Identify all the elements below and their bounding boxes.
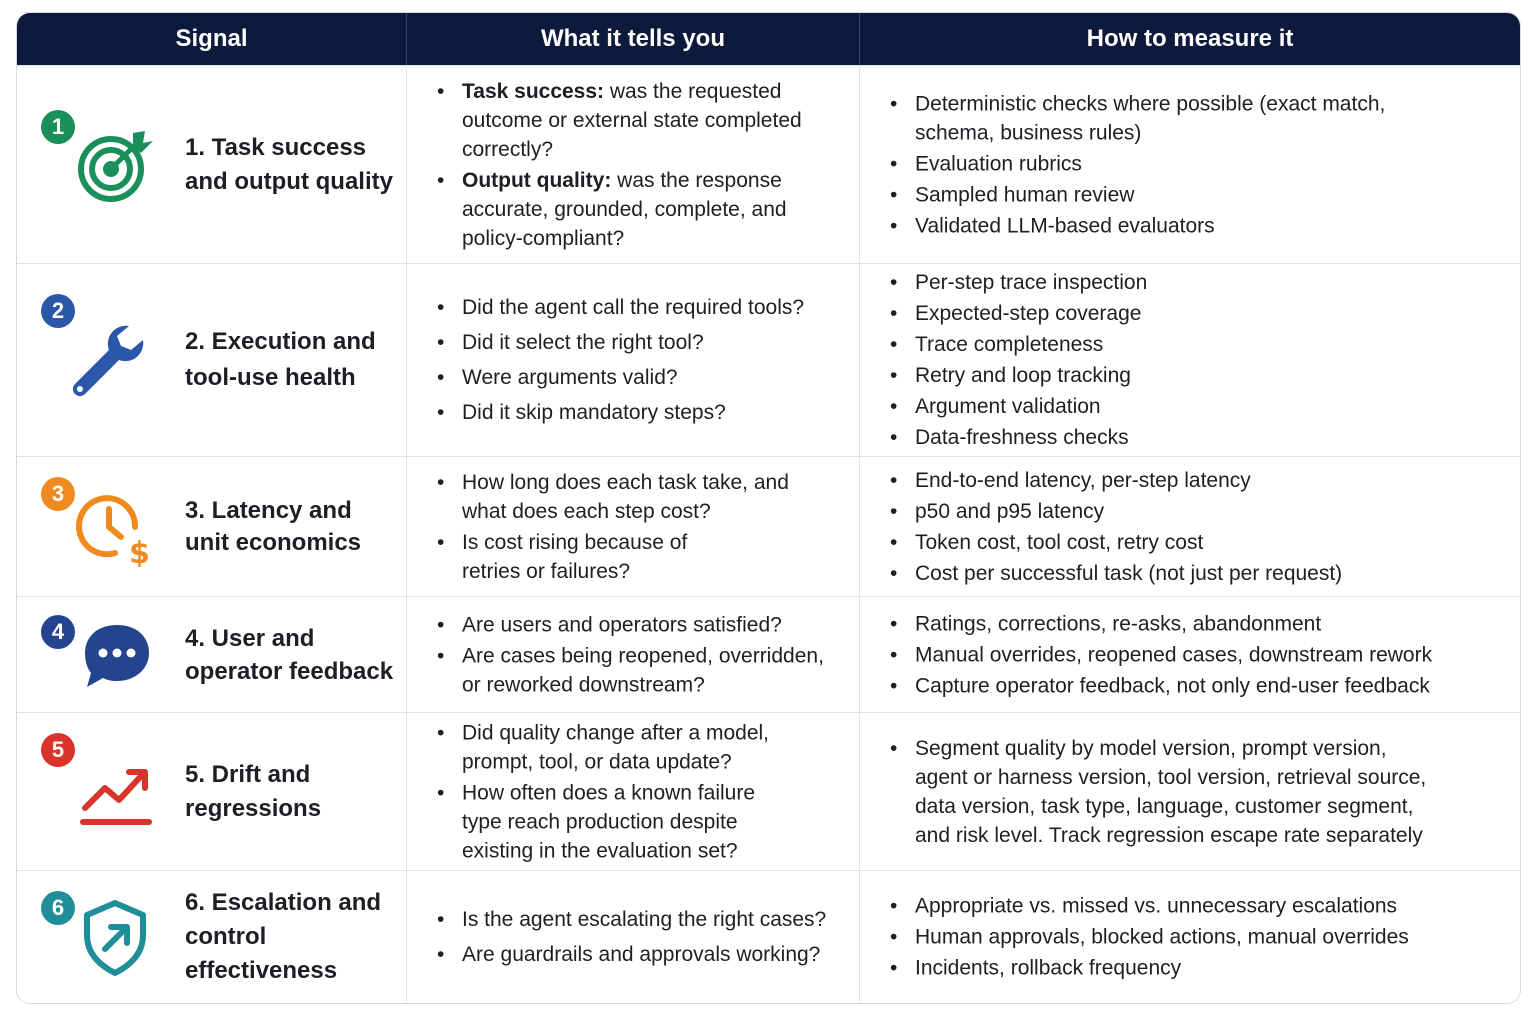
row-3-title: 3. Latency and unit economics xyxy=(185,496,362,556)
row-1-signal xyxy=(17,65,406,263)
list-item: • Ratings, corrections, re-asks, abandonment xyxy=(890,609,1490,638)
list-item: • Incidents, rollback frequency xyxy=(890,954,1490,983)
header-what-it-tells-you: What it tells you xyxy=(406,13,859,65)
list-item: • Token cost, tool cost, retry cost xyxy=(890,528,1490,557)
list-item: • Output quality: was the response accurate, grounded, complete, and policy-compliant? xyxy=(437,166,829,253)
row-2-signal xyxy=(17,263,406,456)
header-signal: Signal xyxy=(17,13,406,65)
row-3-tells xyxy=(406,456,859,596)
target-icon xyxy=(75,125,155,205)
list-item: • Did quality change after a model, prompt, tool, or data update? xyxy=(437,718,799,776)
clock-dollar-icon xyxy=(75,487,155,567)
list-item: • Segment quality by model version, prompt version, agent or harness version, tool version, retrieval source, data version, task type, language, customer segment, and risk level. Track regression escape rate separately xyxy=(890,734,1440,850)
list-item: • p50 and p95 latency xyxy=(890,497,1490,526)
row-1-tells xyxy=(406,65,859,263)
row-4-number-badge: 4 xyxy=(41,615,75,649)
row-5-number-badge: 5 xyxy=(41,733,75,767)
row-5-measure-list xyxy=(890,732,1460,852)
table-grid xyxy=(17,13,1520,1003)
row-2-tells xyxy=(406,263,859,456)
list-item: • Argument validation xyxy=(890,392,1490,421)
list-item: • Retry and loop tracking xyxy=(890,361,1490,390)
list-item: • Sampled human review xyxy=(890,180,1460,209)
row-5-measure xyxy=(859,712,1520,870)
row-1-title: 1. Task success and output quality xyxy=(185,133,393,195)
row-4-measure xyxy=(859,596,1520,712)
row-2-number-badge: 2 xyxy=(41,294,75,328)
header-how-to-measure: How to measure it xyxy=(859,13,1520,65)
row-5-tells xyxy=(406,712,859,870)
list-item: • Cost per successful task (not just per request) xyxy=(890,559,1490,588)
wrench-icon xyxy=(67,320,147,400)
list-item: • Per-step trace inspection xyxy=(890,268,1490,297)
list-item: • Task success: was the requested outcome or external state completed correctly? xyxy=(437,77,829,164)
row-4-signal xyxy=(17,596,406,712)
list-item: • Expected-step coverage xyxy=(890,299,1490,328)
row-1-tells-list xyxy=(437,75,849,255)
list-item: • Deterministic checks where possible (exact match, schema, business rules) xyxy=(890,89,1460,147)
list-item: • End-to-end latency, per-step latency xyxy=(890,466,1490,495)
list-item: • Are users and operators satisfied? xyxy=(437,610,829,639)
list-item: • Did it select the right tool? xyxy=(437,328,829,357)
list-item: • Human approvals, blocked actions, manual overrides xyxy=(890,923,1490,952)
list-item: • Validated LLM-based evaluators xyxy=(890,211,1460,240)
row-2-tells-list xyxy=(437,287,849,433)
row-3-number-badge: 3 xyxy=(41,477,75,511)
row-6-measure-list xyxy=(890,890,1510,985)
list-item: • Evaluation rubrics xyxy=(890,149,1460,178)
row-4-title: 4. User and operator feedback xyxy=(185,624,394,685)
row-2-title: 2. Execution and tool-use health xyxy=(185,328,376,391)
chat-bubble-icon xyxy=(77,615,157,695)
row-2-measure-list xyxy=(890,266,1510,454)
row-5-signal xyxy=(17,712,406,870)
row-6-tells xyxy=(406,870,859,1003)
list-item: • Is the agent escalating the right cases? xyxy=(437,905,829,934)
signals-table xyxy=(16,12,1521,1004)
row-1-number-badge: 1 xyxy=(41,110,75,144)
list-item: • Appropriate vs. missed vs. unnecessary escalations xyxy=(890,892,1490,921)
list-item: • Trace completeness xyxy=(890,330,1490,359)
row-5-tells-list xyxy=(437,716,819,867)
row-6-measure xyxy=(859,870,1520,1003)
list-item: • Is cost rising because of retries or failures? xyxy=(437,528,809,586)
row-6-number-badge: 6 xyxy=(41,891,75,925)
list-item: • Manual overrides, reopened cases, downstream rework xyxy=(890,640,1490,669)
list-item: • Are cases being reopened, overridden, or reworked downstream? xyxy=(437,641,829,699)
row-6-signal xyxy=(17,870,406,1003)
row-4-tells xyxy=(406,596,859,712)
row-3-measure xyxy=(859,456,1520,596)
row-3-signal xyxy=(17,456,406,596)
svg-text:$: $ xyxy=(129,535,150,567)
list-item: • Did the agent call the required tools? xyxy=(437,293,829,322)
list-item: • How long does each task take, and what does each step cost? xyxy=(437,468,809,526)
row-1-measure xyxy=(859,65,1520,263)
row-2-measure xyxy=(859,263,1520,456)
row-4-tells-list xyxy=(437,608,849,701)
list-item: • Did it skip mandatory steps? xyxy=(437,398,829,427)
row-5-title: 5. Drift and regressions xyxy=(185,760,322,822)
list-item: • Were arguments valid? xyxy=(437,363,829,392)
list-item: • How often does a known failure type reach production despite existing in the evaluation set? xyxy=(437,778,799,865)
list-item: • Are guardrails and approvals working? xyxy=(437,940,829,969)
row-1-measure-list xyxy=(890,87,1480,242)
row-6-tells-list xyxy=(437,899,849,975)
trend-up-icon xyxy=(77,752,157,832)
list-item: • Capture operator feedback, not only end-user feedback xyxy=(890,671,1490,700)
list-item: • Data-freshness checks xyxy=(890,423,1490,452)
shield-arrow-icon xyxy=(75,897,155,977)
row-3-tells-list xyxy=(437,466,829,588)
row-6-title: 6. Escalation and control effectiveness xyxy=(185,889,382,984)
row-4-measure-list xyxy=(890,607,1510,702)
row-3-measure-list xyxy=(890,464,1510,590)
